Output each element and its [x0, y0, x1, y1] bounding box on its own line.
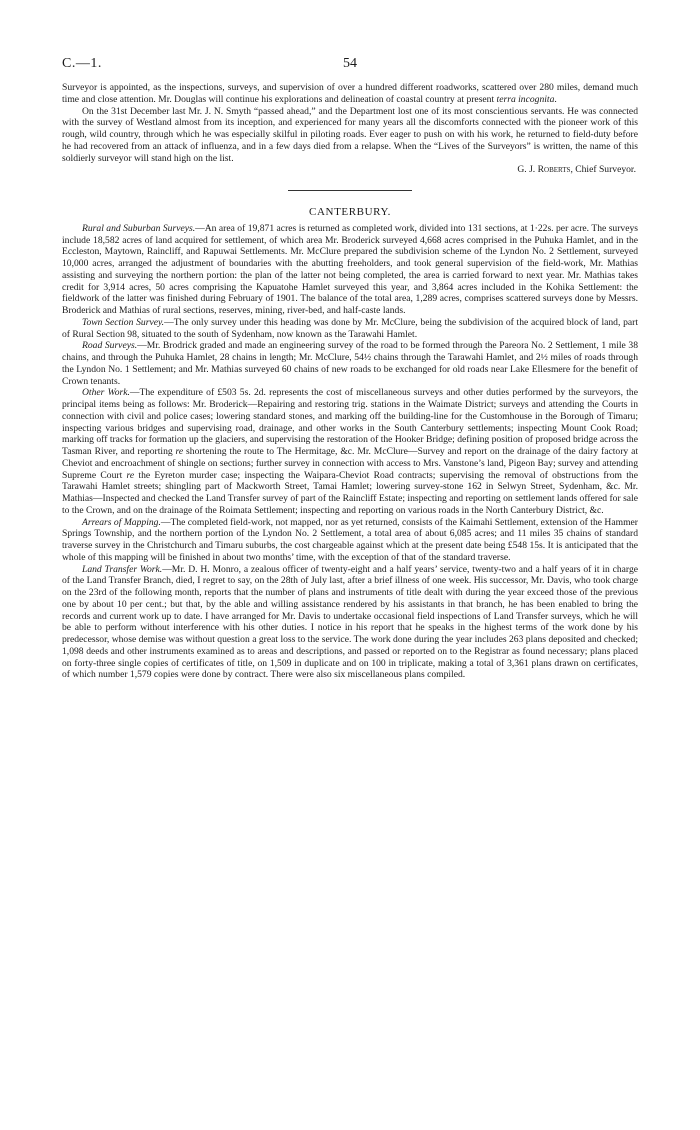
- paragraph-heading: Town Section Survey.: [82, 316, 165, 328]
- paragraph-arrears-of-mapping: Arrears of Mapping.—The completed field-work, not mapped, nor as yet returned, consists of the Kaimahi Settlement, extension of the Hammer Springs Township, and the northern portion of the Lyndon No. 2 Settlement, a total area of about 6,085 acres; and 11 miles 35 chains of standard traverse survey in the Christchurch and Timaru suburbs, the cost chargeable against which at the present date being £548 15s. It is anticipated that the whole of this mapping will be finished in about two months’ time, with the exception of that of the standard traverse.: [62, 516, 639, 563]
- paragraph-rural-surveys: Rural and Suburban Surveys.—An area of 19,871 acres is returned as completed work, divided into 131 sections, at 1·22s. per acre. The surveys include 18,582 acres of land acquired for settlement, of which area Mr. Broderick surveyed 4,668 acres comprised in the Puhuka Hamlet, and in the Eccleston, Maytown, Raincliff, and Rapuwai Settlements. Mr. McClure prepared the subdivision scheme of the Lyndon No. 2 Settlement, surveyed 10,000 acres, arranged the adjustment of boundaries with the abutting freeholders, and took general supervision of the field-work, Mr. Mathias assisting and surveying the northern portion: the plan of the latter not being completed, the area is carried forward to next year. Mr. Mathias takes credit for 3,914 acres, 50 acres comprising the Kapuatohe Hamlet surveyed this year, and 3,864 acres included in the Kohika Settlement: the fieldwork of the latter was finished during February of 1901. The balance of the total area, 1,289 acres, comprises scattered surveys done by Messrs. Broderick and Mathias of rural sections, reserves, mining, river-bed, and half-caste lands.: [62, 222, 639, 316]
- paragraph-heading: Other Work.: [82, 387, 130, 399]
- westland-paragraph-2: On the 31st December last Mr. J. N. Smyth “passed ahead,” and the Department lost one of its most conscientious servants. He was connected with the survey of Westland almost from its inception, and experienced for many years all the discomforts connected with the pioneer work of this rough, wild country, through which he was especially skilful in piloting roads. Ever eager to push on with his work, he returned to field-duty before he had recovered from an attack of influenza, and in a few days died from a relapse. When the “Lives of the Surveyors” is written, the name of this soldierly surveyor will stand high on the list.: [62, 105, 638, 164]
- section-title-canterbury: CANTERBURY.: [309, 206, 391, 218]
- paragraph-road-surveys: Road Surveys.—Mr. Brodrick graded and made an engineering survey of the road to be formed through the Pareora No. 2 Settlement, 1 mile 38 chains, and through the Puhuka Hamlet, 28 chains in length; Mr. McClure, 54½ chains through the Tarawahi Hamlet, and 2½ miles of roads through the Lyndon No. 1 Settlement; and Mr. Mathias surveyed 60 chains of new roads to be exchanged for old roads near Lake Ellesmere for the benefit of Crown tenants.: [62, 340, 638, 387]
- italic-phrase: terra incognita: [496, 93, 555, 105]
- paragraph-heading: Arrears of Mapping.: [82, 516, 161, 528]
- paragraph-heading: Rural and Suburban Surveys.: [82, 222, 196, 234]
- document-reference: C.—1.: [62, 56, 102, 71]
- italic-re: re: [126, 469, 135, 481]
- westland-paragraph-1: Surveyor is appointed, as the inspections, surveys, and supervision of over a hundred different roadworks, scattered over 280 miles, demand much time and close attention. Mr. Douglas will continue his explorations and delineation of coastal country at present terra incognita.: [62, 82, 638, 105]
- paragraph-land-transfer: Land Transfer Work.—Mr. D. H. Monro, a zealous officer of twenty-eight and a half years’ service, twenty-two and a half years of it in charge of the Land Transfer Branch, died, I regret to say, on the 28th of July last, after a brief illness of one week. His successor, Mr. Davis, who took charge on the 23rd of the following month, reports that the number of plans and instruments of title dealt with during the year exceed those of the previous one by about 10 per cent.; but that, by the able and willing assistance rendered by his assistants in that branch, he has been enabled to bring the records and current work up to date. I have arranged for Mr. Davis to undertake occasional field inspections of Land Transfer surveys, which he will be able to perform without interference with his other duties. I notice in his report that he speaks in the highest terms of the work done by his predecessor, whose demise was without question a great loss to the service. The work done during the year includes 263 plans deposited and checked; 1,098 deeds and other instruments examined as to areas and descriptions, and passed or reported on to the Registrar as found necessary; plans placed on forty-three single copies of certificates of title, on 1,509 in duplicate and on 100 in triplicate, making a total of 3,361 plans drawn on certificates, of which number 1,579 copies were done by contract. There were also six miscellaneous plans compiled.: [62, 563, 638, 681]
- paragraph-heading: Road Surveys.: [82, 340, 138, 352]
- signature: G. J. Roberts, Chief Surveyor.: [517, 164, 636, 176]
- signature-name: Roberts: [537, 164, 571, 176]
- page-number: 54: [343, 56, 357, 71]
- italic-re: re: [175, 446, 184, 457]
- paragraph-heading: Land Transfer Work.: [82, 563, 163, 575]
- page-body: [62, 58, 638, 681]
- section-divider: [288, 190, 412, 191]
- paragraph-town-section: Town Section Survey.—The only survey under this heading was done by Mr. McClure, being the subdivision of the acquired block of land, part of Rural Section 98, situated to the south of Sydenham, now known as the Tarawahi Hamlet.: [62, 316, 638, 340]
- paragraph-other-work: Other Work.—The expenditure of £503 5s. 2d. represents the cost of miscellaneous surveys and other duties performed by the surveyors, the principal items being as follows: Mr. Broderick—Repairing and restoring trig. stations in the Waimate District; surveys and attending the Courts in connection with civil and police cases; lowering standard stones, and marking off the building-line for the Customhouse in the Borough of Timaru; inspecting various bridges and supervising road, drainage, and other works in the South Canterbury settlements; inspecting Mount Cook Road; marking off tracks for formation up the glaciers, and supervising the restoration of the Hooker Bridge; defining position of proposed bridge across the Tasman River, and reporting re shortening the route to The Hermitage, &c. Mr. McClure—Survey and report on the drainage of the dairy factory at Cheviot and encroachment of shingle on sections; further survey in connection with access to Mrs. Vanstone’s land, Pigeon Bay; survey and attending Supreme Court re the Eyreton murder case; inspecting the Waipara-Cheviot Road contracts; supervising the removal of obstructions from the Tarawahi Hamlet streets; shingling part of Mackworth Street, Tamai Hamlet; lowering survey-stone 162 in Selwyn Street, Sydenham, &c. Mr. Mathias—Inspected and checked the Land Transfer survey of part of the Raincliff Estate; inspecting and reporting on settlement lands offered for sale to the Crown, and on the drainage of the Roimata Settlement; inspecting and reporting on various roads in the North Canterbury District, &c.: [62, 387, 639, 516]
